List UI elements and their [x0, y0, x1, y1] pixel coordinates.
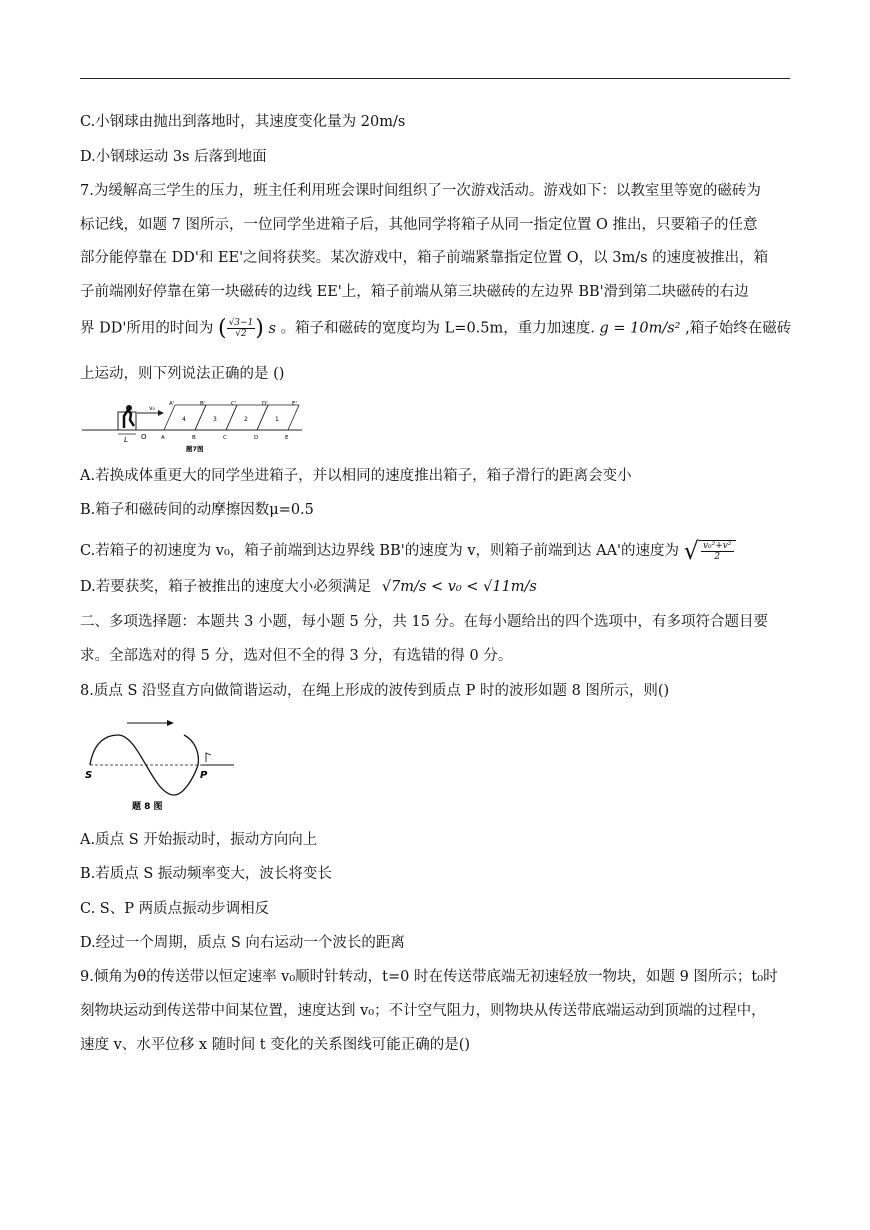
fig8-arrowhead-icon	[167, 720, 174, 726]
option-a7: A.若换成体重更大的同学坐进箱子，并以相同的速度推出箱子，箱子滑行的距离会变小	[80, 468, 632, 484]
option-b7: B.箱子和磁砖间的动摩擦因数μ=0.5	[80, 502, 314, 518]
fig7-bottom-label-B: B	[192, 435, 196, 441]
q7-line-5b: 。箱子和磁砖的宽度均为 L=0.5m，重力加速度.	[280, 320, 595, 337]
velocity-sqrt-expression: √ $\frac{\text{v₀²+v²}}{2}$	[684, 540, 736, 562]
gravity-expression: g = 10m/s²	[599, 320, 681, 337]
fig7-tile-label-2: 2	[244, 416, 248, 423]
time-expression: ( $\frac{√3-1}{√2}$ ) s	[217, 315, 276, 341]
q7-line-5a: 界 DD'所用的时间为	[80, 320, 218, 337]
q9-line-1: 9.倾角为θ的传送带以恒定速率 v₀顺时针转动，t=0 时在传送带底端无初速轻放一物块，如题 9 图所示；t₀时	[80, 969, 778, 985]
q7-line-2: 标记线，如题 7 图所示，一位同学坐进箱子后，其他同学将箱子从同一指定位置 O 推出，只要箱子的任意	[80, 217, 758, 233]
time-unit: s	[268, 320, 276, 337]
fig7-v-label: v₀	[149, 405, 155, 412]
velocity-inequality: √7m/s < v₀ < √11m/s	[381, 579, 537, 595]
option-c6: C.小钢球由抛出到落地时，其速度变化量为 20m/s	[80, 114, 406, 130]
q9-line-2: 刻物块运动到传送带中间某位置，速度达到 v₀；不计空气阻力，则物块从传送带底端运动到顶端的过程中，	[80, 1003, 766, 1019]
option-d7-text: D.若要获奖，箱子被推出的速度大小必须满足	[80, 579, 372, 595]
fig8-S-label: S	[85, 770, 93, 781]
fig8-caption: 题 8 图	[132, 802, 163, 812]
fig8-p-motion-arrow	[206, 753, 211, 762]
figure-8	[82, 712, 242, 812]
option-b8: B.若质点 S 振动频率变大，波长将变长	[80, 866, 332, 882]
fig7-top-label-C: C'	[231, 401, 237, 407]
section2-line-2: 求。全部选对的得 5 分，选对但不全的得 3 分，有选错的得 0 分。	[80, 648, 513, 664]
option-d6: D.小钢球运动 3s 后落到地面	[80, 149, 267, 165]
q9-line-3: 速度 v、水平位移 x 随时间 t 变化的关系图线可能正确的是()	[80, 1037, 471, 1053]
q7-line-4: 子前端刚好停靠在第一块磁砖的边线 EE'上，箱子前端从第三块磁砖的左边界 BB'滑到第二块磁砖的右边	[80, 284, 749, 300]
fig7-bottom-label-C: C	[223, 435, 227, 441]
time-numerator: √3−1	[228, 318, 254, 328]
fig7-L-label: L	[124, 436, 128, 444]
q7-line-5c: ,箱子始终在磁砖	[685, 320, 792, 337]
fig8-P-label: P	[200, 770, 208, 781]
option-c8: C. S、P 两质点振动步调相反	[80, 901, 270, 917]
fig7-top-label-B: B'	[200, 401, 206, 407]
fig7-tile-label-1: 1	[275, 416, 279, 423]
section2-line-1: 二、多项选择题：本题共 3 小题，每小题 5 分，共 15 分。在每小题给出的四个选项中，有多项符合题目要	[80, 614, 769, 630]
fig7-caption: 题7图	[186, 445, 204, 453]
fig7-person-head-icon	[126, 405, 132, 411]
velocity-denominator: 2	[714, 552, 721, 562]
fig7-box	[118, 412, 136, 430]
velocity-numerator: v₀²+v²	[702, 541, 732, 551]
figure-7	[80, 398, 305, 454]
fig7-tile-label-3: 3	[213, 416, 217, 423]
fig7-bottom-label-A: A	[161, 435, 165, 441]
q7-line-3: 部分能停靠在 DD'和 EE'之间将获奖。某次游戏中，箱子前端紧靠指定位置 O，以 3m/s 的速度被推出，箱	[80, 250, 769, 266]
q7-line-6: 上运动，则下列说法正确的是 ()	[80, 366, 285, 382]
q8-stem: 8.质点 S 沿竖直方向做简谐运动，在绳上形成的波传到质点 P 时的波形如题 8 图所示，则()	[80, 683, 670, 699]
fig7-bottom-label-E: E	[285, 435, 289, 441]
fig7-top-label-D: D'	[262, 401, 268, 407]
fig7-bottom-label-D: D	[254, 435, 259, 441]
fig7-tile-label-4: 4	[182, 416, 186, 423]
header-rule	[80, 78, 790, 79]
option-d8: D.经过一个周期，质点 S 向右运动一个波长的距离	[80, 935, 405, 951]
option-a8: A.质点 S 开始振动时，振动方向向上	[80, 832, 318, 848]
option-c7	[80, 537, 736, 565]
fig7-arrowhead-icon	[158, 410, 164, 416]
option-c7-text: C.若箱子的初速度为 v₀，箱子前端到达边界线 BB'的速度为 v，则箱子前端到达 AA'的速度为	[80, 543, 680, 559]
fig7-O-label: O	[141, 433, 147, 441]
fig7-top-label-E: E'	[292, 401, 297, 407]
fig7-person-icon	[124, 410, 134, 428]
q7-line-1: 7.为缓解高三学生的压力，班主任利用班会课时间组织了一次游戏活动。游戏如下：以教室里等宽的磁砖为	[80, 183, 761, 199]
time-denominator: √2	[235, 329, 247, 339]
fig7-top-label-A: A'	[169, 401, 175, 407]
q7-line-5	[80, 315, 792, 341]
option-d7	[80, 577, 537, 597]
